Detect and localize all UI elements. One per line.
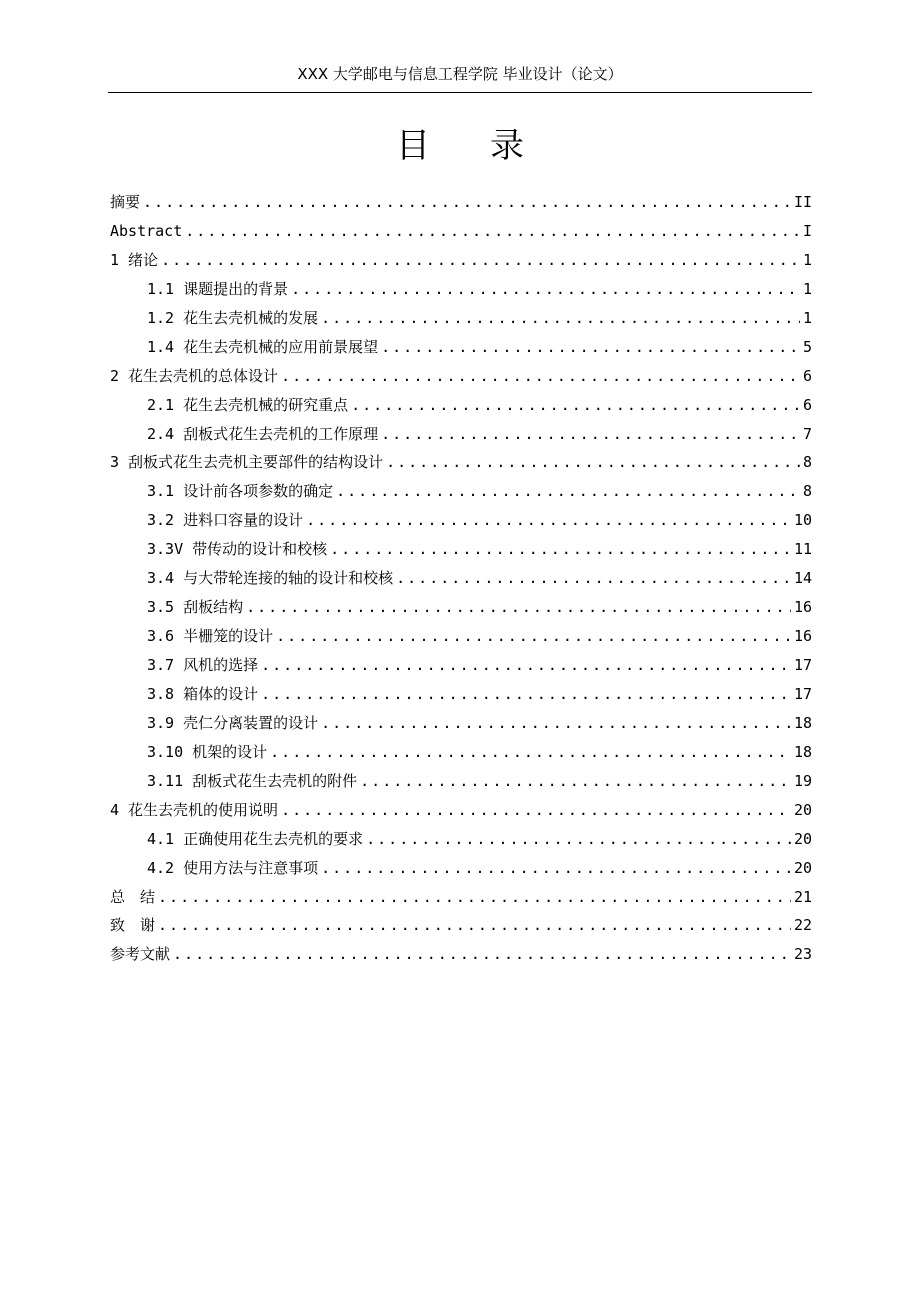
toc-entry-page: 16: [793, 627, 812, 646]
toc-dot-leader: [185, 217, 800, 246]
toc-dot-leader: [291, 275, 800, 304]
toc-dot-leader: [158, 911, 791, 940]
toc-entry-page: 8: [802, 482, 812, 501]
toc-entry-label: 3.8 箱体的设计: [147, 684, 259, 703]
toc-entry-page: 17: [793, 684, 812, 703]
toc-entry-label: 2.1 花生去壳机械的研究重点: [147, 395, 349, 414]
toc-entry-label: 1.1 课题提出的背景: [147, 279, 289, 298]
toc-entry-label: 3.5 刮板结构: [147, 598, 244, 617]
toc-entry-page: 17: [793, 656, 812, 674]
toc-entry[interactable]: [110, 564, 812, 593]
toc-entry-label: 1 绪论: [110, 250, 159, 269]
toc-entry-label: Abstract: [110, 221, 183, 240]
toc-dot-leader: [396, 564, 791, 593]
toc-entry-page: 21: [793, 887, 812, 906]
table-of-contents: [110, 188, 812, 969]
toc-dot-leader: [261, 680, 791, 709]
toc-dot-leader: [281, 362, 800, 391]
toc-entry-page: 19: [793, 771, 812, 790]
toc-entry[interactable]: [110, 854, 812, 883]
toc-entry-label: 4.1 正确使用花生去壳机的要求: [147, 829, 364, 848]
toc-entry[interactable]: [110, 593, 812, 622]
toc-entry-page: 5: [802, 337, 812, 356]
toc-dot-leader: [386, 448, 800, 477]
toc-entry-page: 16: [793, 598, 812, 617]
toc-dot-leader: [351, 391, 800, 420]
toc-entry-page: 18: [793, 742, 812, 761]
toc-entry-page: 23: [793, 945, 812, 964]
toc-entry-page: 1: [802, 250, 812, 269]
toc-entry-label: 致 谢: [110, 916, 156, 935]
toc-entry-page: 8: [802, 453, 812, 472]
toc-dot-leader: [270, 738, 791, 767]
toc-entry-page: 11: [793, 540, 812, 559]
toc-entry-label: 3 刮板式花生去壳机主要部件的结构设计: [110, 453, 384, 472]
toc-entry[interactable]: [110, 535, 812, 564]
toc-entry-label: 1.4 花生去壳机械的应用前景展望: [147, 337, 379, 356]
toc-entry-label: 3.7 风机的选择: [147, 656, 259, 674]
toc-entry-page: 18: [793, 713, 812, 732]
toc-dot-leader: [321, 854, 791, 883]
toc-entry[interactable]: [110, 796, 812, 825]
toc-entry[interactable]: [110, 217, 812, 246]
toc-entry-page: 7: [802, 424, 812, 443]
toc-dot-leader: [246, 593, 791, 622]
toc-dot-leader: [158, 883, 791, 912]
toc-entry[interactable]: [110, 477, 812, 506]
toc-dot-leader: [173, 940, 791, 969]
toc-entry-label: 4.2 使用方法与注意事项: [147, 858, 319, 877]
toc-title: 目录: [396, 126, 584, 166]
toc-entry-page: 20: [793, 800, 812, 819]
toc-entry-page: II: [793, 193, 812, 211]
toc-dot-leader: [276, 622, 791, 651]
toc-entry-label: 3.10 机架的设计: [147, 742, 268, 761]
toc-entry-page: 6: [802, 395, 812, 414]
toc-entry-label: 参考文献: [110, 945, 171, 964]
header-rule: [108, 92, 812, 93]
toc-entry-page: 20: [793, 829, 812, 848]
toc-entry[interactable]: [110, 448, 812, 477]
toc-entry-label: 2 花生去壳机的总体设计: [110, 366, 279, 385]
toc-entry-label: 3.6 半栅笼的设计: [147, 627, 274, 646]
toc-entry-label: 3.9 壳仁分离装置的设计: [147, 713, 319, 732]
toc-dot-leader: [360, 767, 791, 796]
toc-entry-label: 3.2 进料口容量的设计: [147, 511, 304, 530]
toc-entry-page: 22: [793, 916, 812, 935]
toc-entry-page: I: [802, 221, 812, 240]
toc-entry[interactable]: [110, 391, 812, 420]
toc-entry-label: 3.4 与大带轮连接的轴的设计和校核: [147, 569, 394, 588]
toc-dot-leader: [281, 796, 791, 825]
toc-entry-page: 14: [793, 569, 812, 588]
toc-dot-leader: [321, 304, 800, 333]
toc-dot-leader: [143, 188, 791, 217]
toc-dot-leader: [381, 333, 800, 362]
toc-dot-leader: [161, 246, 800, 275]
toc-entry-label: 3.3V 带传动的设计和校核: [147, 540, 328, 559]
toc-entry[interactable]: [110, 883, 812, 912]
toc-entry[interactable]: [110, 622, 812, 651]
toc-entry[interactable]: [110, 304, 812, 333]
toc-entry-label: 摘要: [110, 193, 141, 211]
toc-entry[interactable]: [110, 420, 812, 449]
toc-dot-leader: [381, 420, 800, 449]
toc-dot-leader: [321, 709, 791, 738]
toc-entry-page: 1: [802, 308, 812, 327]
toc-entry[interactable]: [110, 651, 812, 680]
toc-entry[interactable]: [110, 333, 812, 362]
toc-entry-page: 20: [793, 858, 812, 877]
toc-entry-label: 3.1 设计前各项参数的确定: [147, 482, 334, 501]
toc-entry[interactable]: [110, 680, 812, 709]
toc-entry[interactable]: [110, 940, 812, 969]
toc-entry-page: 1: [802, 279, 812, 298]
toc-dot-leader: [330, 535, 791, 564]
toc-entry-label: 1.2 花生去壳机械的发展: [147, 308, 319, 327]
toc-dot-leader: [336, 477, 800, 506]
toc-entry-page: 10: [793, 511, 812, 530]
toc-entry[interactable]: [110, 911, 812, 940]
toc-entry[interactable]: [110, 246, 812, 275]
toc-entry[interactable]: [110, 506, 812, 535]
toc-entry-page: 6: [802, 366, 812, 385]
toc-entry-label: 4 花生去壳机的使用说明: [110, 800, 279, 819]
toc-entry-label: 总 结: [110, 887, 156, 906]
toc-entry-label: 2.4 刮板式花生去壳机的工作原理: [147, 424, 379, 443]
toc-dot-leader: [306, 506, 791, 535]
toc-entry[interactable]: [110, 709, 812, 738]
toc-dot-leader: [366, 825, 791, 854]
toc-entry[interactable]: [110, 188, 812, 217]
toc-entry[interactable]: [110, 362, 812, 391]
toc-entry-label: 3.11 刮板式花生去壳机的附件: [147, 771, 358, 790]
toc-entry[interactable]: [110, 275, 812, 304]
toc-entry[interactable]: [110, 738, 812, 767]
toc-entry[interactable]: [110, 767, 812, 796]
toc-entry[interactable]: [110, 825, 812, 854]
toc-dot-leader: [261, 651, 791, 680]
page-header: XXX 大学邮电与信息工程学院 毕业设计（论文）: [297, 65, 623, 83]
